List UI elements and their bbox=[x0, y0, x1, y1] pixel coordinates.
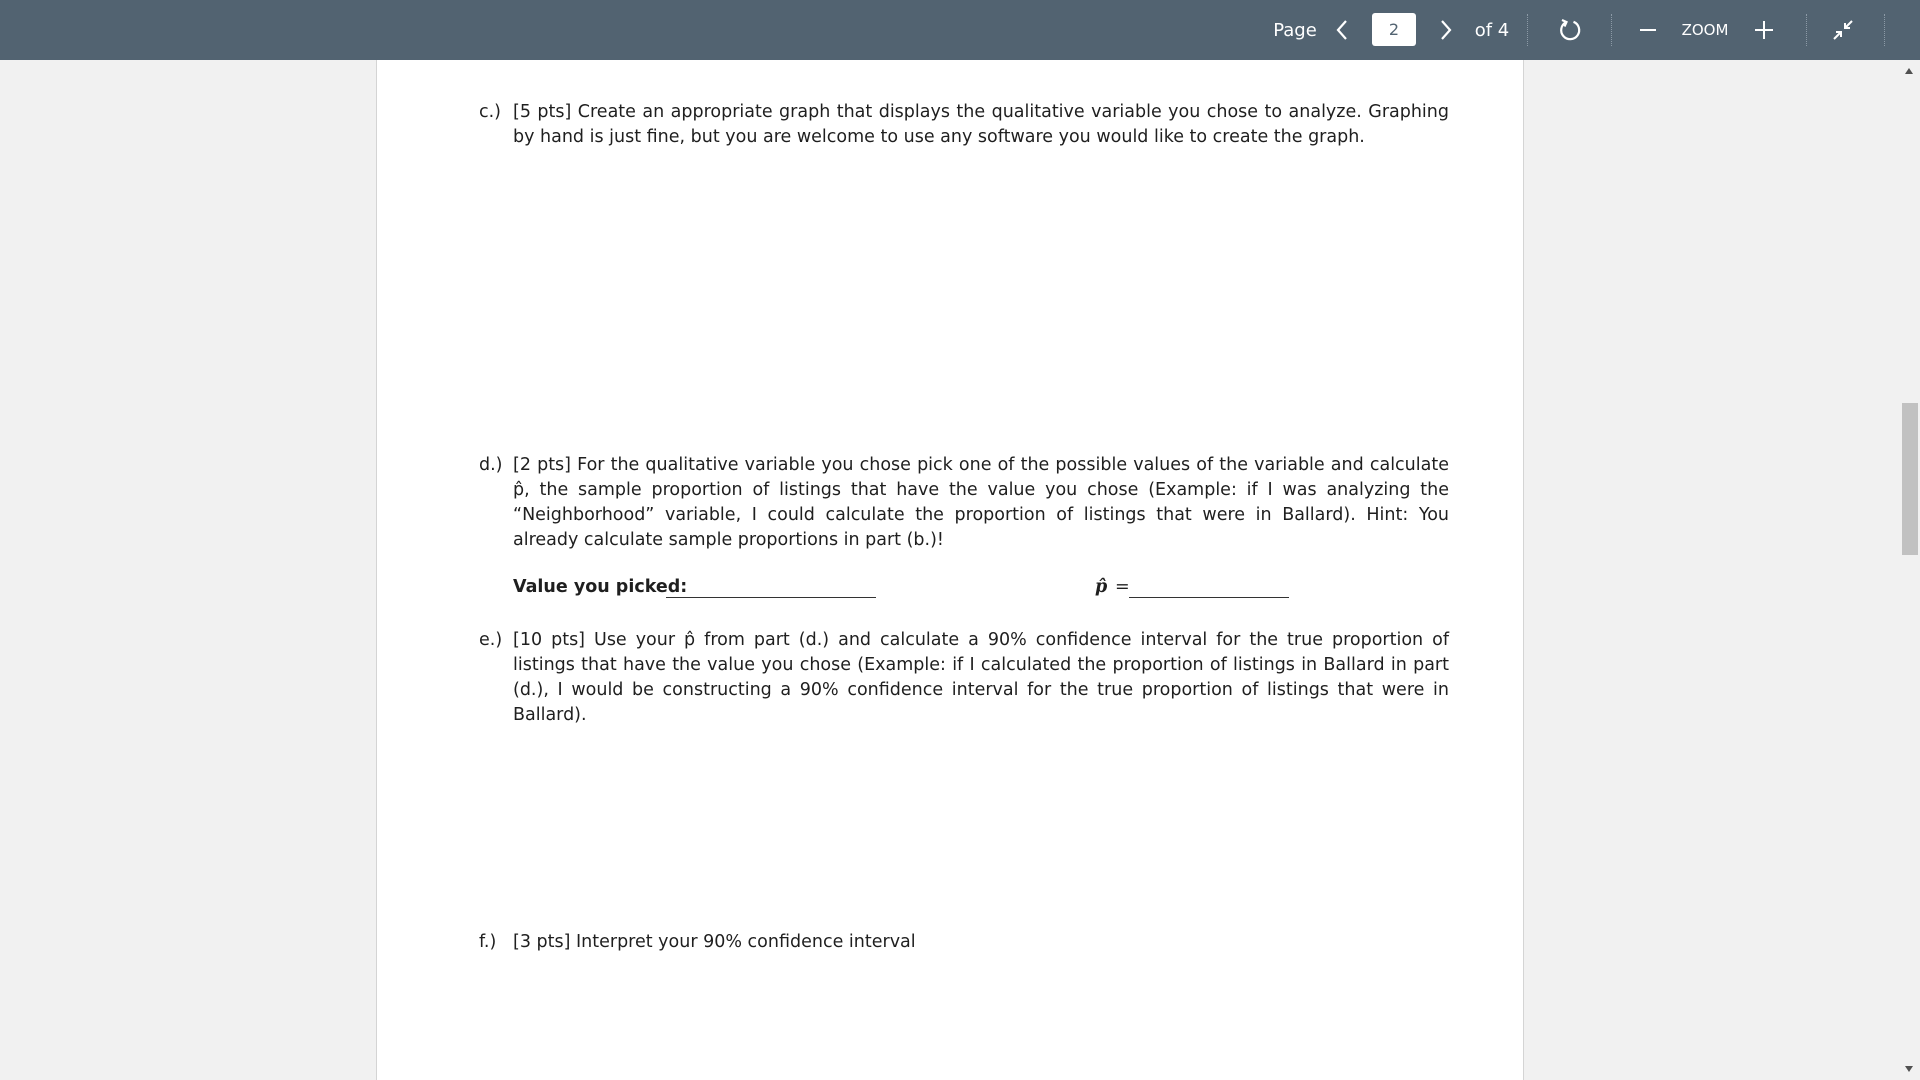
value-picked-blank[interactable] bbox=[666, 597, 876, 598]
equals-sign: = bbox=[1115, 577, 1130, 597]
question-number: c.) bbox=[479, 102, 502, 122]
caret-down-icon bbox=[1905, 1066, 1913, 1072]
page-number-input[interactable] bbox=[1372, 13, 1416, 46]
scroll-up-arrow[interactable] bbox=[1901, 64, 1917, 78]
next-page-button[interactable] bbox=[1432, 0, 1460, 60]
total-pages-label: of 4 bbox=[1474, 19, 1510, 41]
question-number: e.) bbox=[479, 630, 503, 650]
chevron-left-icon bbox=[1335, 19, 1349, 41]
question-text: [3 pts] Interpret your 90% confidence interval bbox=[513, 932, 916, 952]
rotate-icon bbox=[1557, 17, 1583, 43]
question-text: [5 pts] Create an appropriate graph that displays the qualitative variable you chose to analyze. Graphing by hand is just fine, but you are welcome to use any software you would like to create the graph. bbox=[513, 102, 1449, 147]
answer-row-d bbox=[513, 577, 1443, 605]
collapse-icon bbox=[1832, 19, 1854, 41]
question-e bbox=[479, 628, 1449, 728]
toolbar-divider bbox=[1806, 14, 1807, 46]
phat-blank[interactable] bbox=[1129, 597, 1289, 598]
vertical-scrollbar[interactable] bbox=[1898, 60, 1920, 1080]
zoom-label: ZOOM bbox=[1681, 21, 1729, 39]
question-text: [2 pts] For the qualitative variable you chose pick one of the possible values of the variable and calculate p̂, the sample proportion of listings that have the value you chose (Example: if I was analyzing the “Neighborhood” variable, I could calculate the proportion of listings that were in Ballard). Hint: You already calculate sample proportions in part (b.)! bbox=[513, 455, 1449, 550]
phat-label: p̂ bbox=[1095, 577, 1108, 597]
pdf-page bbox=[376, 60, 1524, 1080]
zoom-in-button[interactable] bbox=[1752, 0, 1776, 60]
page-label: Page bbox=[1273, 19, 1317, 41]
chevron-right-icon bbox=[1439, 19, 1453, 41]
document-viewer[interactable] bbox=[0, 60, 1920, 1080]
toolbar-divider bbox=[1527, 14, 1528, 46]
question-d bbox=[479, 453, 1449, 553]
plus-icon bbox=[1754, 20, 1774, 40]
question-c bbox=[479, 100, 1449, 150]
zoom-out-button[interactable] bbox=[1636, 0, 1660, 60]
value-picked-label: Value you picked: bbox=[513, 577, 688, 597]
rotate-button[interactable] bbox=[1554, 0, 1586, 60]
pdf-toolbar bbox=[0, 0, 1920, 60]
caret-up-icon bbox=[1905, 68, 1913, 74]
question-f bbox=[479, 930, 1449, 955]
previous-page-button[interactable] bbox=[1328, 0, 1356, 60]
toolbar-divider bbox=[1884, 14, 1885, 46]
toolbar-divider bbox=[1611, 14, 1612, 46]
question-number: d.) bbox=[479, 455, 503, 475]
exit-fullscreen-button[interactable] bbox=[1828, 0, 1858, 60]
minus-icon bbox=[1639, 21, 1657, 39]
scroll-thumb[interactable] bbox=[1902, 403, 1918, 555]
question-number: f.) bbox=[479, 932, 497, 952]
scroll-down-arrow[interactable] bbox=[1901, 1062, 1917, 1076]
question-text: [10 pts] Use your p̂ from part (d.) and calculate a 90% confidence interval for the true proportion of listings that have the value you chose (Example: if I calculated the proportion of listings in Ballard in part (d.), I would be constructing a 90% confidence interval for the true proportion of listings that were in Ballard). bbox=[513, 630, 1449, 725]
